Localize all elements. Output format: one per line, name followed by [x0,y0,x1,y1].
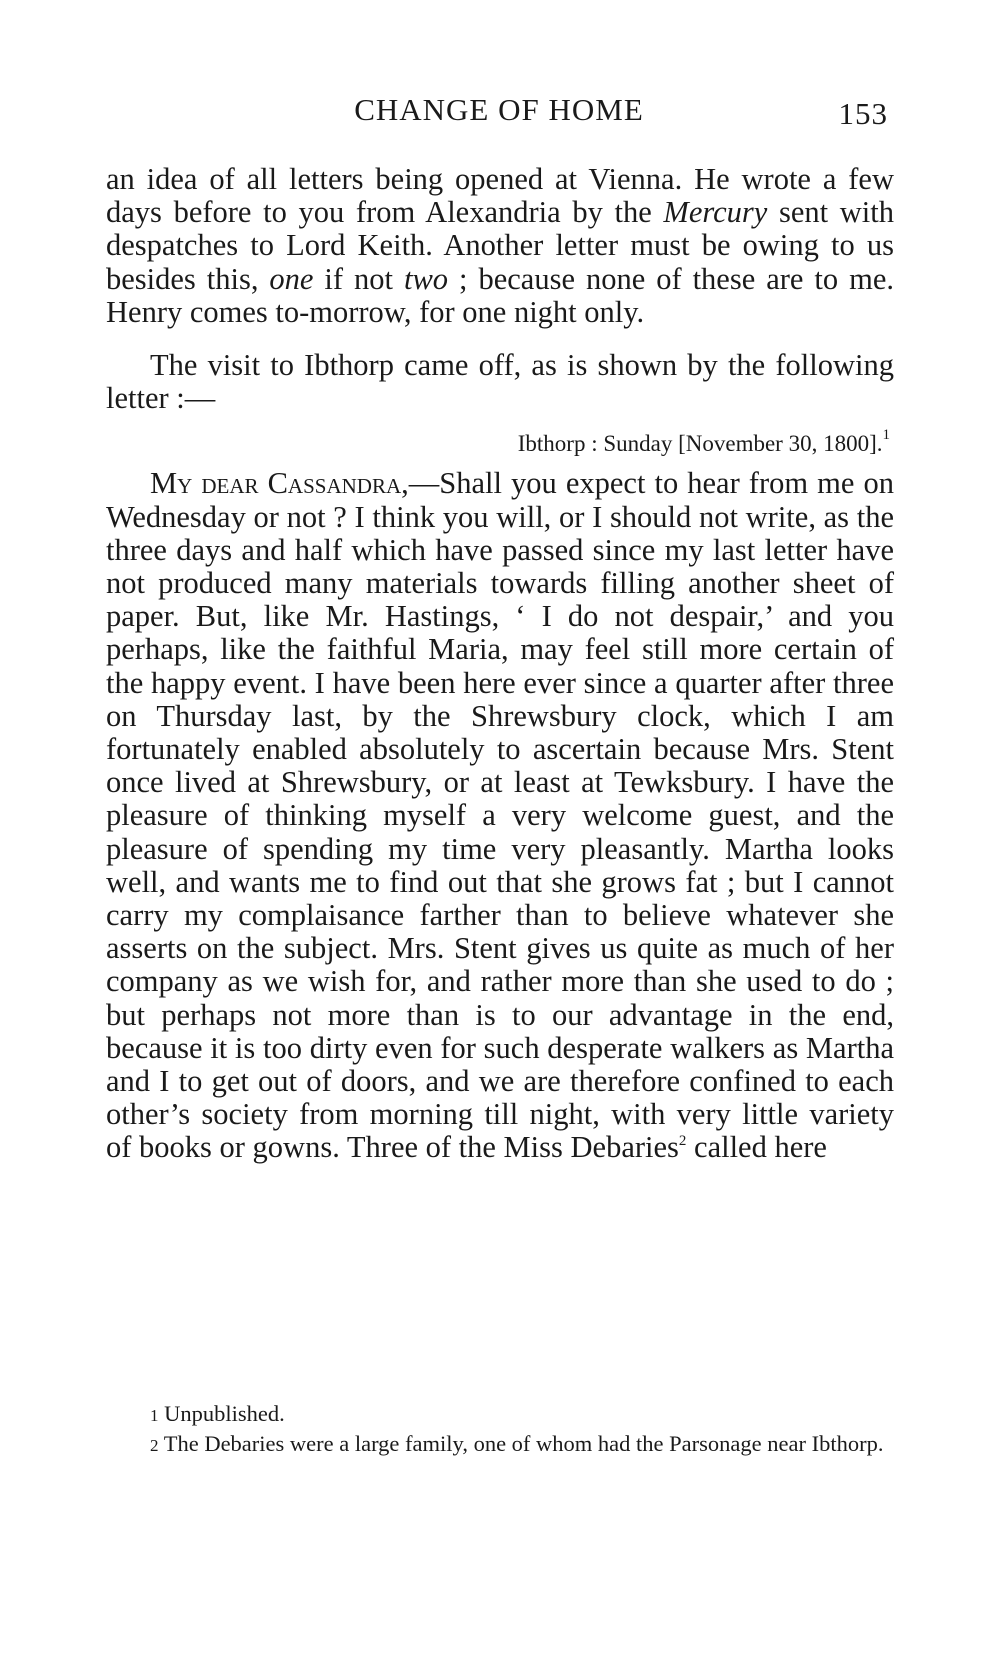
letter-body [106,467,894,1164]
letter-salutation: My dear Cassandra, [150,466,409,501]
ship-name-italic: Mercury [663,195,768,230]
text-run: an idea of all letters being opened at Vienna. He wrote a few days before to you from Alexandria by the [106,162,894,230]
footnote-ref: 2 [678,1133,687,1150]
text-run: called here [686,1130,827,1165]
footnote-text: Unpublished. [164,1401,285,1426]
footnote-mark: 2 [150,1436,159,1455]
text-run: ; because none of these are to me. Henry comes to-morrow, for one night only. [106,261,894,329]
footnote-ref: 1 [882,427,890,444]
paragraph-intro: The visit to Ibthorp came off, as is shown by the following letter :— [106,348,894,416]
footnote [106,1400,894,1430]
text-run: —Shall you expect to hear from me on Wednesday or not ? I think you will, or I should not write, as the three days and half which have passed since my last letter have not produced many materials towards filling another sheet of paper. But, like Mr. Hastings, ‘ I do not despair,’ and you perhaps, like the faithful Maria, may feel still more certain of the happy event. I have been here ever since a quarter after three on Thursday last, by the Shrewsbury clock, which I am fortunately enabled absolutely to ascertain because Mrs. Stent once lived at Shrewsbury, or at least at Tewksbury. I have the pleasure of thinking myself a very welcome guest, and the pleasure of spending my time very pleasantly. Martha looks well, and wants me to find out that she grows fat ; but I cannot carry my complaisance farther than to believe whatever she asserts on the subject. Mrs. Stent gives us quite as much of her company as we wish for, and rather more than she used to do ; but perhaps not more than is to our advantage in the end, because it is too dirty even for such desperate walkers as Martha and I to get out of doors, and we are therefore confined to each other’s society from morning till night, with very little variety of books or gowns. Three of the Miss Debaries [106,466,894,1165]
letter-dateline [106,429,894,459]
body-text [106,163,894,1165]
page-number: 153 [838,96,888,131]
emphasis-italic: one [269,261,314,296]
dateline-text: Ibthorp : Sunday [November 30, 1800]. [517,431,883,457]
text-run: sent with despatches to Lord Keith. Another letter must be owing to us besides this, [106,195,894,296]
footnote-text: The Debaries were a large family, one of whom had the Parsonage near Ibthorp. [163,1431,884,1456]
footnote-mark: 1 [150,1406,159,1425]
page-header [104,92,894,136]
text-run: if not [313,261,404,296]
footnote [106,1430,894,1460]
footnotes [106,1400,894,1460]
paragraph-continuation [106,163,894,329]
running-title: CHANGE OF HOME [354,92,644,127]
emphasis-italic: two [403,261,449,296]
